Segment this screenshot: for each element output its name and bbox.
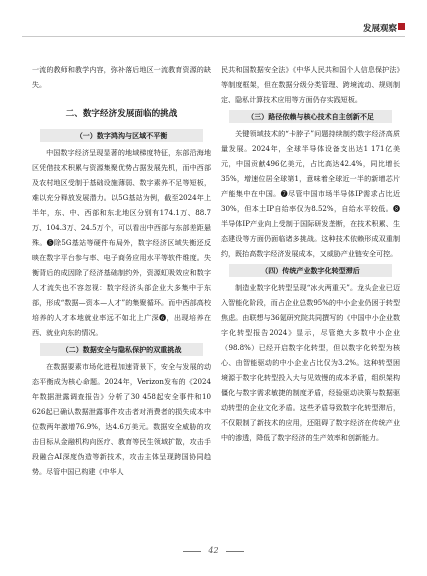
right-column bbox=[221, 62, 400, 445]
red-square-icon bbox=[398, 23, 405, 30]
page-footer bbox=[0, 546, 427, 555]
body-paragraph: 制造业数字化转型呈现“冰火两重天”。龙头企业已迈入智能化阶段，而占企业总数95%的中小企业仍困于转型焦虑。由联想与36氪研究院共同撰写的《中国中小企业数字化转型报告2024》显示，尽管绝大多数中小企业（98.8%）已经开启数字化转型，但以数字化转型为核心、由智能驱动的中小企业占比仅为3.2%。这种转型困境源于数字化转型投入大与见效慢的成本矛盾，组织架构僵化与数字需求敏捷的制度矛盾，经验驱动决策与数据驱动转型的企业文化矛盾。这些矛盾导致数字化转型滞后，不仅限制了新技术的应用，还阻碍了数字经济在传统产业中的渗透，降低了数字经济的生产效率和创新能力。 bbox=[221, 283, 400, 442]
body-paragraph: 在数据要素市场化进程加速背景下，安全与发展的动态平衡成为核心命题。2024年，Verizon发布的《2024年数据泄露调查报告》分析了30 458起安全事件和10 626起已确认数据泄露事件攻击者对消费者的损失成本中位数两年激增76.9%，达4.6万美元。数据安全威胁的攻击目标从金融机构向医疗、教育等民生领域扩散，攻击手段融合AI深度伪造等新技术，攻击主体呈现跨国协同趋势。尽管中国已构建《中华人 bbox=[32, 362, 211, 476]
section-label: 发展观察 bbox=[362, 24, 397, 34]
continuation-paragraph: 民共和国数据安全法》《中华人民共和国个人信息保护法》等制度框架，但在数据分级分类管理、跨境流动、规则制定、隐私计算技术应用等方面仍存实践短板。 bbox=[221, 65, 400, 104]
header-divider bbox=[22, 36, 405, 37]
subsection-heading: （二）数据安全与隐私保护的双重挑战 bbox=[40, 343, 203, 356]
subsection-heading: （四）传统产业数字化转型滞后 bbox=[229, 264, 392, 277]
footer-rule-left bbox=[183, 551, 201, 552]
body-paragraph: 关键领域技术的“卡脖子”问题持续制约数字经济高质量发展。2024年，全球半导体设备支出达1 171亿美元，中国贡献496亿美元，占比高达42.4%，同比增长35%，增速位居全球第1，意味着全球近一半的新增芯片产能集中在中国。❼尽管中国市场半导体IP需求占比近30%，但本土IP自给率仅为8.52%，自给水平较低。❽半导体IP产业向上受制于国际研发垄断，在技术积累、生态建设等方面仍面临诸多挑战。这种技术依赖形成双重制约，既抬高数字经济发展成本，又威胁产业链安全可控。 bbox=[221, 129, 400, 258]
section-heading: 二、数字经济发展面临的挑战 bbox=[65, 109, 178, 119]
subsection-heading: （三）路径依赖与核心技术自主创新不足 bbox=[229, 110, 392, 123]
continuation-paragraph: 一流的教师和教学内容，弥补落后地区一流教育资源的缺失。 bbox=[32, 65, 211, 89]
footer-rule-right bbox=[226, 551, 244, 552]
left-column bbox=[32, 62, 211, 479]
body-paragraph: 中国数字经济呈现显著的地域梯度特征，东部沿海地区凭借技术积累与资源集聚优势占据发展先机，而中西部及农村地区受制于基础设施薄弱、数字素养不足等短板，难以充分释放发展潜力。以5G基站为例，截至2024年上半年，东、中、西部和东北地区分别有174.1万、88.7万、104.3万、24.5万个，可以看出中西部与东部差距悬殊。❺除5G基站等硬件布局外，数字经济区域失衡还反映在数字平台参与率、电子商务应用水平等软件维度。失衡背后的成因除了经济基础制约外，资源虹吸效应和数字人才流失也不容忽视：数字经济头部企业大多集中于东部，形成“数据—资本—人才”的集聚循环。而中西部高校培养的人才本地就业率远不如北上广深❻，出现培养在西、就业向东的情况。 bbox=[32, 148, 211, 337]
subsection-heading: （一）数字鸿沟与区域不平衡 bbox=[40, 129, 203, 142]
page-number: 42 bbox=[208, 546, 219, 555]
